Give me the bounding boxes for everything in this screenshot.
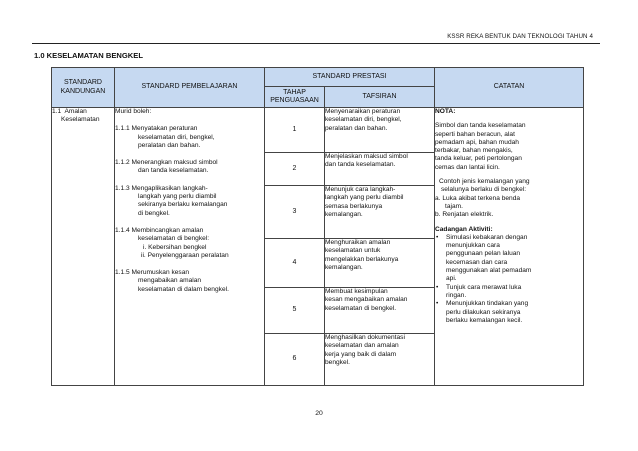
murid-boleh: Murid boleh: xyxy=(115,108,152,115)
bullet-icon: • xyxy=(436,233,439,241)
tahap-3: 3 xyxy=(265,186,325,239)
learning-standard-1-1-5: 1.1.5 Merumuskan kesan mengabaikan amalan keselamatan di dalam bengkel. xyxy=(115,269,229,293)
learning-standard-1-1-3: 1.1.3 Mengaplikasikan langkah- langkah yang perlu diambil sekiranya berlaku kemalangan di bengkel. xyxy=(115,184,228,217)
header-tafsiran: TAFSIRAN xyxy=(325,87,435,108)
standard-kandungan-line2: Keselamatan xyxy=(61,116,100,124)
header-standard-kandungan: STANDARD KANDUNGAN xyxy=(52,68,115,108)
header-standard-pembelajaran: STANDARD PEMBELAJARAN xyxy=(115,68,265,108)
header-tahap-penguasaan: TAHAP PENGUASAAN xyxy=(265,87,325,108)
tahap-6: 6 xyxy=(265,334,325,386)
tafsiran-1: Menyenaraikan peraturan keselamatan diri, bengkel, peralatan dan bahan. xyxy=(325,108,435,153)
tafsiran-6: Menghasilkan dokumentasi keselamatan dan amalan kerja yang baik di dalam bengkel. xyxy=(325,334,435,386)
tafsiran-5: Membuat kesimpulan kesan mengabaikan amalan keselamatan di bengkel. xyxy=(325,288,435,334)
tafsiran-2: Menjelaskan maksud simbol dan tanda keselamatan. xyxy=(325,153,435,186)
bullet-icon: • xyxy=(436,300,439,308)
catatan-cell xyxy=(435,108,584,386)
tahap-2: 2 xyxy=(265,153,325,186)
cadangan-aktiviti-label: Cadangan Aktiviti: xyxy=(435,225,493,233)
learning-standard-1-1-2: 1.1.2 Menerangkan maksud simbol dan tanda keselamatan. xyxy=(115,159,218,175)
aktiviti-item-2: • Tunjuk cara merawat luka ringan. xyxy=(436,283,522,299)
nota-text: Simbol dan tanda keselamatan seperti bahan beracun, alat pemadam api, bahan mudah terbakar, bahan mengakis, tanda keluar, peti pertolongan cemas dan lantai licin. xyxy=(435,122,526,171)
standard-kandungan-cell xyxy=(52,108,115,386)
learning-standard-1-1-1: 1.1.1 Menyatakan peraturan keselamatan diri, bengkel, peralatan dan bahan. xyxy=(115,125,215,149)
learning-standard-1-1-4: 1.1.4 Membincangkan amalan keselamatan di bengkel: i. Kebersihan bengkel ii. Penyelenggaraan peralatan xyxy=(115,226,229,259)
section-title: 1.0 KESELAMATAN BENGKEL xyxy=(34,51,143,60)
tafsiran-4: Menghuraikan amalan keselamatan untuk mengelakkan berlakunya kemalangan. xyxy=(325,239,435,288)
standard-pembelajaran-cell xyxy=(115,108,265,386)
aktiviti-item-3: • Menunjukkan tindakan yang perlu dilakukan sekiranya berlaku kemalangan kecil. xyxy=(436,300,529,324)
tahap-5: 5 xyxy=(265,288,325,334)
running-header: KSSR REKA BENTUK DAN TEKNOLOGI TAHUN 4 xyxy=(447,33,593,40)
header-standard-prestasi: STANDARD PRESTASI xyxy=(265,68,435,87)
tafsiran-3: Menunjuk cara langkah- langkah yang perlu diambil semasa berlakunya kemalangan. xyxy=(325,186,435,239)
nota-label: NOTA: xyxy=(435,108,456,115)
header-rule xyxy=(32,43,600,44)
bullet-icon: • xyxy=(436,283,439,291)
standards-table xyxy=(51,67,584,386)
page-number: 20 xyxy=(315,410,323,417)
tahap-4: 4 xyxy=(265,239,325,288)
contoh-text: Contoh jenis kemalangan yang selalunya berlaku di bengkel: a. Luka akibat terkena benda tajam. b. Renjatan elektrik. xyxy=(435,178,530,219)
aktiviti-item-1: • Simulasi kebakaran dengan menunjukkan cara penggunaan pelan laluan kecemasan dan cara menggunakan alat pemadam api. xyxy=(436,233,532,283)
standard-kandungan-line1: 1.1 Amalan xyxy=(52,108,87,115)
header-catatan: CATATAN xyxy=(435,68,584,108)
tahap-1: 1 xyxy=(265,108,325,153)
